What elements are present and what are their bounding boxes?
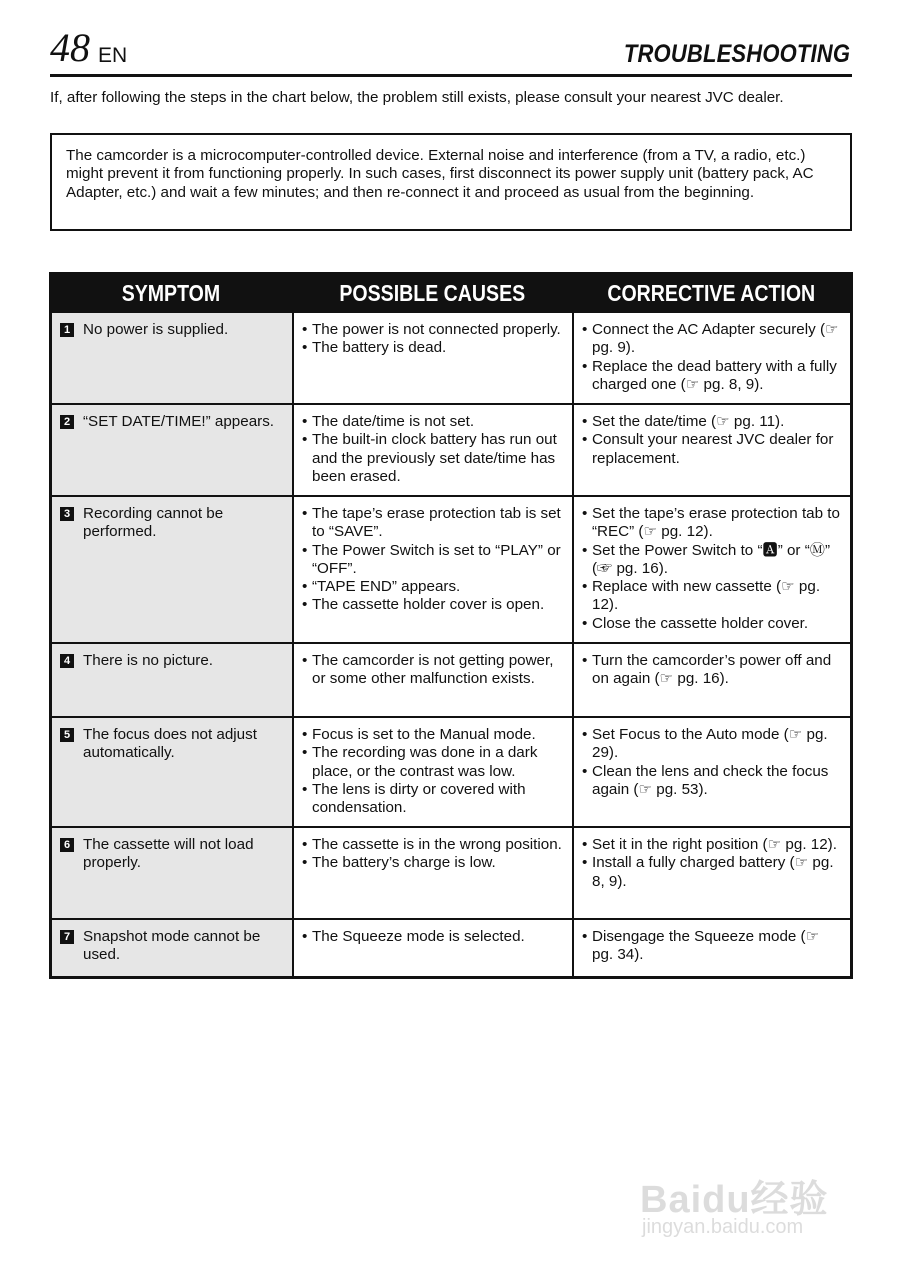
table-row: [52, 495, 850, 642]
symptom-cell: [52, 644, 292, 716]
list-item: [582, 431, 842, 468]
causes-cell: [292, 718, 572, 826]
list-item-text: The Squeeze mode is selected.: [312, 928, 525, 945]
list-item-text: Focus is set to the Manual mode.: [312, 726, 536, 743]
row-number-badge: 7: [60, 930, 74, 944]
symptom-text: “SET DATE/TIME!” appears.: [83, 413, 275, 430]
list-item-text: Disengage the Squeeze mode (☞ pg. 34).: [592, 928, 820, 964]
list-item: [582, 578, 842, 615]
actions-cell: [572, 497, 850, 642]
list-item: [582, 413, 842, 431]
actions-cell: [572, 718, 850, 826]
list-item: [302, 321, 564, 339]
list-item: [302, 781, 564, 818]
list-item: [302, 726, 564, 744]
list-item: [582, 358, 842, 395]
bullet-icon: •: [582, 431, 588, 449]
header-corrective-action: CORRECTIVE ACTION: [573, 275, 850, 311]
list-item-text: Close the cassette holder cover.: [592, 614, 809, 632]
list-item-text: Replace with new cassette (☞ pg. 12).: [592, 578, 821, 614]
list-item-text: The cassette holder cover is open.: [312, 596, 545, 614]
list-item: [582, 928, 842, 965]
bullet-icon: •: [582, 726, 588, 743]
bullet-icon: •: [302, 854, 308, 872]
list-item-text: The power is not connected properly.: [312, 321, 561, 338]
symptom-cell: [52, 405, 292, 495]
bullet-icon: •: [302, 505, 308, 522]
list-item-text: Consult your nearest JVC dealer for replacement.: [592, 431, 834, 467]
bullet-icon: •: [302, 596, 308, 614]
list-item-text: The tape’s erase protection tab is set to “SAVE”.: [312, 505, 561, 541]
page-language: EN: [98, 44, 128, 67]
table-row: [52, 716, 850, 826]
row-number-badge: 6: [60, 838, 74, 852]
list-item-text: Set the Power Switch to “🅰” or “Ⓜ” (☞ pg. 16).: [592, 541, 831, 577]
causes-cell: [292, 644, 572, 716]
row-number-badge: 2: [60, 415, 74, 429]
bullet-icon: •: [302, 413, 308, 430]
list-item: [582, 505, 842, 542]
list-item-text: The battery is dead.: [312, 339, 447, 357]
list-item-text: The built-in clock battery has run out and the previously set date/time has been erased.: [312, 431, 557, 485]
actions-cell: [572, 313, 850, 403]
bullet-icon: •: [582, 614, 588, 632]
table-row: [52, 403, 850, 495]
bullet-icon: •: [302, 321, 308, 338]
list-item: [582, 542, 842, 579]
row-number-badge: 3: [60, 507, 74, 521]
troubleshooting-table: [49, 272, 853, 979]
bullet-icon: •: [582, 762, 588, 780]
bullet-icon: •: [302, 928, 308, 945]
bullet-icon: •: [582, 321, 588, 338]
row-number-badge: 5: [60, 728, 74, 742]
notice-box: The camcorder is a microcomputer-controlled device. External noise and interference (from a TV, a radio, etc.) might prevent it from functioning properly. In such cases, first disconnect its power supply unit (battery pack, AC Adapter, etc.) and wait a few minutes; and then re-connect it and proceed as usual from the beginning.: [50, 133, 852, 231]
list-item-text: The date/time is not set.: [312, 413, 475, 430]
causes-cell: [292, 497, 572, 642]
bullet-icon: •: [582, 652, 588, 669]
symptom-text: The cassette will not load properly.: [83, 836, 254, 872]
list-item-text: Clean the lens and check the focus again (☞ pg. 53).: [592, 762, 829, 798]
bullet-icon: •: [302, 836, 308, 853]
header-possible-causes: POSSIBLE CAUSES: [293, 275, 572, 311]
watermark-logo: Baidu经验: [640, 1179, 829, 1221]
table-row: [52, 918, 850, 976]
list-item-text: Set Focus to the Auto mode (☞ pg. 29).: [592, 726, 828, 762]
symptom-text: Snapshot mode cannot be used.: [83, 928, 261, 964]
bullet-icon: •: [582, 505, 588, 522]
symptom-cell: [52, 920, 292, 976]
symptom-text: There is no picture.: [83, 652, 213, 669]
list-item: [302, 339, 564, 357]
symptom-text: Recording cannot be performed.: [83, 505, 224, 541]
symptom-cell: [52, 828, 292, 918]
list-item-text: Turn the camcorder’s power off and on again (☞ pg. 16).: [592, 652, 832, 688]
bullet-icon: •: [302, 578, 308, 596]
bullet-icon: •: [302, 652, 308, 669]
bullet-icon: •: [582, 578, 588, 596]
table-row: [52, 826, 850, 918]
list-item-text: The camcorder is not getting power, or some other malfunction exists.: [312, 652, 554, 688]
list-item: [302, 652, 564, 689]
list-item: [582, 615, 842, 633]
list-item-text: Set the tape’s erase protection tab to “REC” (☞ pg. 12).: [592, 505, 840, 541]
actions-cell: [572, 405, 850, 495]
causes-cell: [292, 313, 572, 403]
bullet-icon: •: [582, 836, 588, 853]
row-number-badge: 1: [60, 323, 74, 337]
list-item-text: The battery’s charge is low.: [312, 854, 496, 872]
list-item: [582, 726, 842, 763]
section-title: TROUBLESHOOTING: [623, 40, 850, 68]
bullet-icon: •: [302, 744, 308, 762]
symptom-cell: [52, 497, 292, 642]
list-item-text: “TAPE END” appears.: [312, 578, 461, 596]
causes-cell: [292, 920, 572, 976]
symptom-text: No power is supplied.: [83, 321, 229, 338]
list-item-text: The Power Switch is set to “PLAY” or “OFF”.: [312, 541, 561, 577]
list-item-text: Connect the AC Adapter securely (☞ pg. 9).: [592, 321, 839, 357]
list-item-text: The recording was done in a dark place, or the contrast was low.: [312, 744, 538, 780]
list-item: [302, 505, 564, 542]
causes-cell: [292, 405, 572, 495]
bullet-icon: •: [302, 726, 308, 743]
bullet-icon: •: [302, 431, 308, 449]
list-item: [582, 652, 842, 689]
symptom-cell: [52, 718, 292, 826]
page-number: 48: [50, 25, 90, 70]
list-item-text: The lens is dirty or covered with condensation.: [312, 780, 526, 817]
list-item: [302, 542, 564, 579]
list-item: [302, 413, 564, 431]
list-item-text: Install a fully charged battery (☞ pg. 8, 9).: [592, 854, 834, 890]
list-item: [302, 854, 564, 872]
bullet-icon: •: [582, 854, 588, 872]
list-item: [302, 596, 564, 614]
list-item: [582, 854, 842, 891]
bullet-icon: •: [302, 541, 308, 559]
bullet-icon: •: [582, 413, 588, 430]
list-item: [302, 836, 564, 854]
actions-cell: [572, 828, 850, 918]
list-item-text: Set it in the right position (☞ pg. 12).: [592, 836, 837, 853]
symptom-cell: [52, 313, 292, 403]
list-item-text: The cassette is in the wrong position.: [312, 836, 562, 853]
list-item: [302, 744, 564, 781]
causes-cell: [292, 828, 572, 918]
table-row: [52, 311, 850, 403]
list-item-text: Set the date/time (☞ pg. 11).: [592, 413, 785, 430]
bullet-icon: •: [582, 928, 588, 945]
symptom-text: The focus does not adjust automatically.: [83, 726, 257, 762]
list-item: [582, 321, 842, 358]
watermark: [640, 1158, 855, 1248]
page-header: [50, 24, 852, 77]
table-row: [52, 642, 850, 716]
table-header-row: [52, 275, 850, 311]
actions-cell: [572, 644, 850, 716]
actions-cell: [572, 920, 850, 976]
bullet-icon: •: [582, 541, 588, 559]
bullet-icon: •: [582, 357, 588, 375]
intro-text: If, after following the steps in the chart below, the problem still exists, please consult your nearest JVC dealer.: [50, 89, 784, 106]
table-body: [52, 311, 850, 976]
row-number-badge: 4: [60, 654, 74, 668]
watermark-url: jingyan.baidu.com: [642, 1216, 804, 1238]
list-item: [302, 578, 564, 596]
bullet-icon: •: [302, 780, 308, 798]
bullet-icon: •: [302, 339, 308, 357]
list-item: [302, 928, 564, 946]
list-item-text: Replace the dead battery with a fully charged one (☞ pg. 8, 9).: [592, 357, 837, 393]
list-item: [302, 431, 564, 486]
header-symptom: SYMPTOM: [52, 275, 291, 311]
list-item: [582, 836, 842, 854]
list-item: [582, 763, 842, 800]
